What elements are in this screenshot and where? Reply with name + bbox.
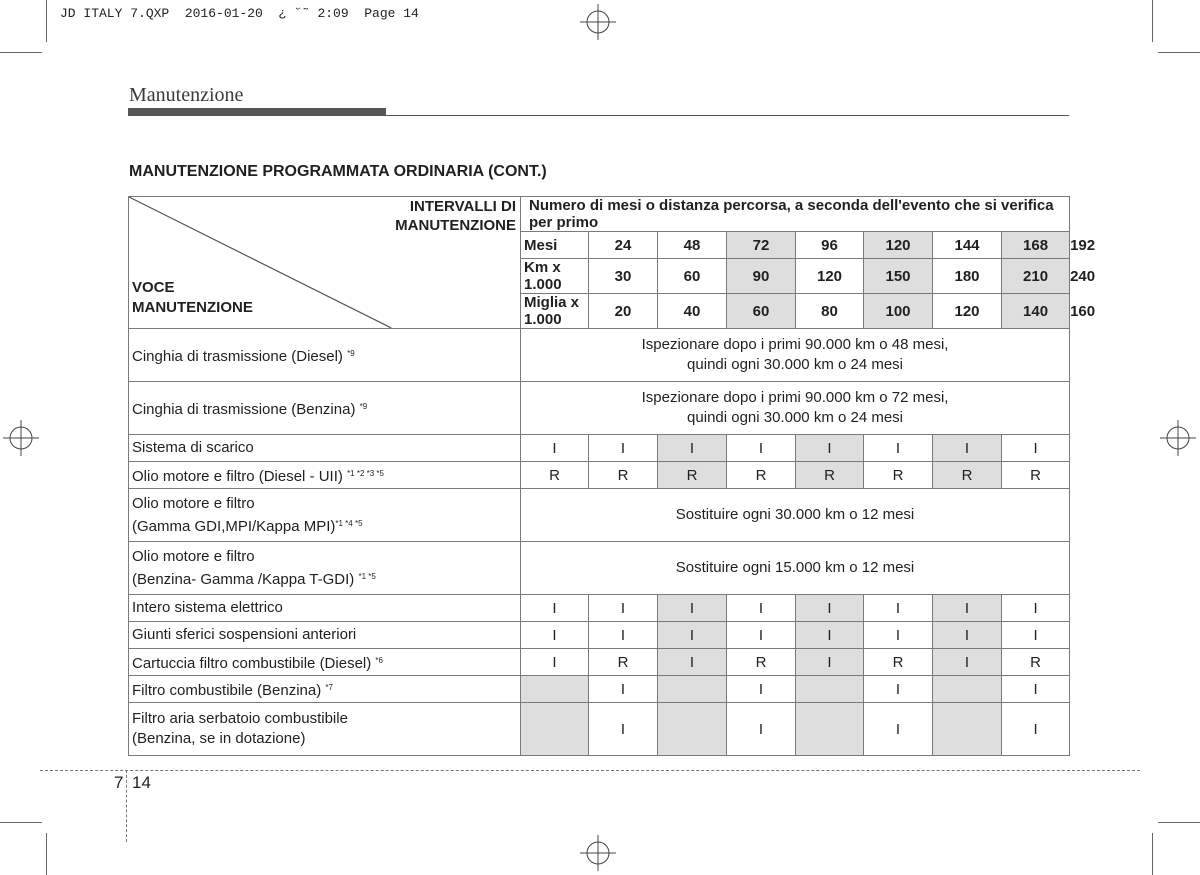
item-value	[521, 703, 589, 756]
table-row	[129, 703, 1070, 756]
footnote-ref: *9	[359, 401, 368, 411]
maintenance-schedule-table	[128, 196, 1096, 756]
item-value: R	[658, 462, 727, 489]
item-label: Filtro aria serbatoio combustibile (Benzina, se in dotazione)	[129, 703, 521, 756]
page-number-divider	[126, 770, 127, 842]
item-value: I	[864, 703, 933, 756]
table-row	[129, 489, 1070, 542]
crop-mark	[1152, 833, 1153, 875]
item-value: I	[727, 676, 796, 703]
interval-row-miles: Miglia x 1.000 20 40 60 80 100 120 140 160	[129, 294, 1070, 329]
item-value: I	[521, 595, 589, 622]
item-label: Olio motore e filtro (Benzina- Gamma /Kappa T-GDI) $^{*1 *5}$	[129, 542, 521, 595]
item-value: I	[1002, 595, 1070, 622]
item-label: Cinghia di trasmissione (Diesel) $^{*9}$	[129, 329, 521, 382]
item-value: I	[864, 595, 933, 622]
interval-value: 60	[727, 294, 796, 329]
item-value: I	[589, 676, 658, 703]
header-row	[129, 197, 1070, 232]
item-value: I	[1002, 676, 1070, 703]
item-value: I	[796, 622, 864, 649]
item-value	[521, 676, 589, 703]
chapter-number: 7	[114, 773, 124, 792]
item-value: R	[796, 462, 864, 489]
item-value: I	[727, 435, 796, 462]
item-value: R	[727, 462, 796, 489]
interval-value: 20	[589, 294, 658, 329]
registration-mark-icon	[1160, 420, 1196, 456]
interval-value: 60	[658, 259, 727, 294]
item-value	[933, 703, 1002, 756]
page-number: 14	[132, 773, 151, 792]
item-value: R	[864, 649, 933, 676]
item-value: I	[589, 703, 658, 756]
item-instruction: Ispezionare dopo i primi 90.000 km o 72 mesi, quindi ogni 30.000 km o 24 mesi	[521, 382, 1070, 435]
item-instruction: Sostituire ogni 30.000 km o 12 mesi	[521, 489, 1070, 542]
interval-row-label: Km x 1.000	[521, 259, 589, 294]
item-value: I	[796, 649, 864, 676]
item-value: R	[521, 462, 589, 489]
section-title: Manutenzione	[129, 84, 244, 106]
item-value: I	[658, 595, 727, 622]
item-value: R	[933, 462, 1002, 489]
item-value: I	[727, 595, 796, 622]
registration-mark-icon	[3, 420, 39, 456]
item-value: I	[933, 595, 1002, 622]
interval-row-label: Mesi	[521, 232, 589, 259]
crop-mark	[46, 0, 47, 42]
items-label: VOCE MANUTENZIONE	[132, 279, 253, 316]
interval-value: 40	[658, 294, 727, 329]
item-label: Giunti sferici sospensioni anteriori	[129, 622, 521, 649]
interval-row-label: Miglia x 1.000	[521, 294, 589, 329]
interval-value: 96	[796, 232, 864, 259]
item-value	[796, 703, 864, 756]
item-value: I	[589, 595, 658, 622]
item-value: R	[727, 649, 796, 676]
interval-value: 120	[864, 232, 933, 259]
item-label: Sistema di scarico	[129, 435, 521, 462]
interval-value: 30	[589, 259, 658, 294]
item-value: R	[589, 462, 658, 489]
footnote-ref: *6	[375, 655, 383, 665]
item-value: I	[521, 622, 589, 649]
item-value: I	[933, 435, 1002, 462]
interval-value: 72	[727, 232, 796, 259]
item-value: I	[796, 435, 864, 462]
table-row	[129, 676, 1070, 703]
item-value: I	[864, 622, 933, 649]
corner-header-cell	[129, 197, 521, 329]
interval-value: 48	[658, 232, 727, 259]
crop-mark	[1158, 822, 1200, 823]
crop-mark	[0, 52, 42, 53]
footnote-ref: *9	[347, 348, 355, 358]
item-value: I	[864, 435, 933, 462]
item-label: Filtro combustibile (Benzina) $^{*7}$	[129, 676, 521, 703]
item-value: I	[1002, 435, 1070, 462]
interval-description-header: Numero di mesi o distanza percorsa, a seconda dell'evento che si verifica per primo	[521, 197, 1070, 232]
interval-value: 140	[1002, 294, 1070, 329]
interval-value: 168	[1002, 232, 1070, 259]
item-label: Olio motore e filtro (Diesel - UII) $^{*1 *2 *3 *5}$	[129, 462, 521, 489]
intervals-label: INTERVALLI DI MANUTENZIONE	[395, 198, 516, 234]
interval-row-km: Km x 1.000 30 60 90 120 150 180 210 240	[129, 259, 1070, 294]
item-value: I	[933, 622, 1002, 649]
table-row	[129, 622, 1070, 649]
interval-value: 210	[1002, 259, 1070, 294]
table-row	[129, 649, 1070, 676]
item-label: Olio motore e filtro (Gamma GDI,MPI/Kappa MPI)$^{*1 *4 *5}$	[129, 489, 521, 542]
interval-value: 24	[589, 232, 658, 259]
print-slug: JD ITALY 7.QXP 2016-01-20 ¿ ˘˜ 2:09 Page 14	[60, 6, 419, 21]
table-row	[129, 542, 1070, 595]
interval-value: 144	[933, 232, 1002, 259]
item-value: I	[727, 703, 796, 756]
item-value: R	[1002, 462, 1070, 489]
item-value: R	[589, 649, 658, 676]
interval-value: 80	[796, 294, 864, 329]
crop-mark	[46, 833, 47, 875]
crop-mark	[1152, 0, 1153, 42]
table-row	[129, 382, 1070, 435]
item-value	[658, 703, 727, 756]
item-instruction: Ispezionare dopo i primi 90.000 km o 48 mesi, quindi ogni 30.000 km o 24 mesi	[521, 329, 1070, 382]
item-value: I	[521, 649, 589, 676]
table-row	[129, 435, 1070, 462]
item-value: I	[1002, 622, 1070, 649]
item-instruction: Sostituire ogni 15.000 km o 12 mesi	[521, 542, 1070, 595]
interval-value: 150	[864, 259, 933, 294]
item-value: I	[796, 595, 864, 622]
item-value: I	[727, 622, 796, 649]
crop-mark	[1158, 52, 1200, 53]
interval-value: 180	[933, 259, 1002, 294]
item-value	[658, 676, 727, 703]
registration-mark-icon	[580, 4, 616, 40]
registration-mark-icon	[580, 835, 616, 871]
table-row	[129, 462, 1070, 489]
item-value: I	[658, 435, 727, 462]
table-heading: MANUTENZIONE PROGRAMMATA ORDINARIA (CONT.)	[129, 163, 547, 180]
item-value: I	[1002, 703, 1070, 756]
item-value: R	[864, 462, 933, 489]
footer-divider	[40, 770, 1140, 771]
item-value: I	[658, 622, 727, 649]
item-value: R	[1002, 649, 1070, 676]
interval-value: 100	[864, 294, 933, 329]
item-value: I	[521, 435, 589, 462]
item-value: I	[658, 649, 727, 676]
item-value: I	[933, 649, 1002, 676]
footnote-ref: *1 *2 *3 *5	[347, 468, 384, 478]
interval-value: 120	[933, 294, 1002, 329]
table-row	[129, 595, 1070, 622]
item-value: I	[589, 622, 658, 649]
footnote-ref: *7	[325, 682, 333, 692]
footnote-ref: *1 *4 *5	[335, 518, 363, 528]
item-label: Intero sistema elettrico	[129, 595, 521, 622]
item-value: I	[864, 676, 933, 703]
interval-value: 90	[727, 259, 796, 294]
crop-mark	[0, 822, 42, 823]
footnote-ref: *1 *5	[358, 571, 376, 581]
item-value: I	[589, 435, 658, 462]
item-value	[796, 676, 864, 703]
table-row	[129, 329, 1070, 382]
item-value	[933, 676, 1002, 703]
item-label: Cinghia di trasmissione (Benzina) $^{*9}$	[129, 382, 521, 435]
interval-row-months: Mesi 24 48 72 96 120 144 168 192	[129, 232, 1070, 259]
title-rule	[128, 115, 1069, 116]
interval-value: 120	[796, 259, 864, 294]
item-label: Cartuccia filtro combustibile (Diesel) $^{*6}$	[129, 649, 521, 676]
